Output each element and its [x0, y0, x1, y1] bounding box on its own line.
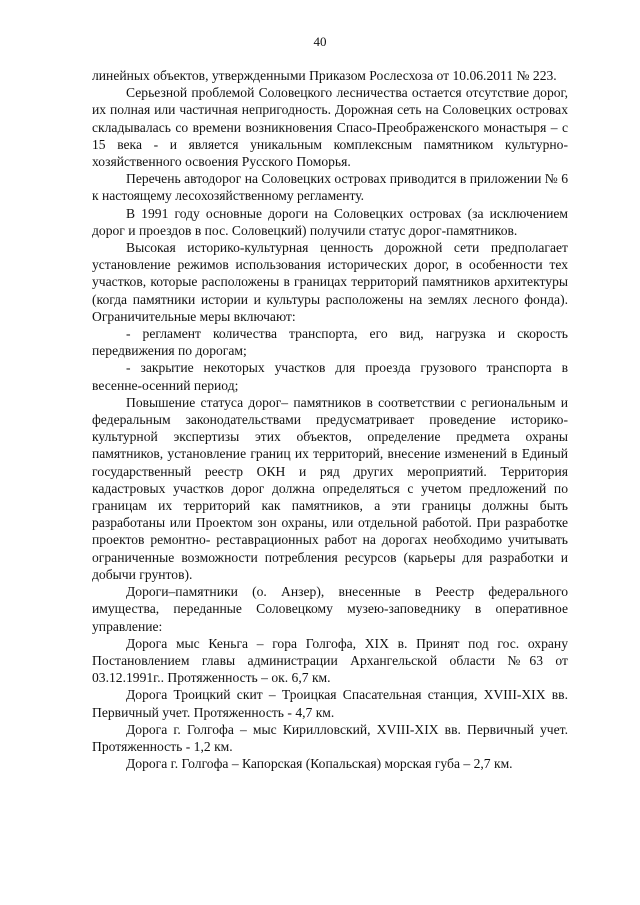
- paragraph-status-upgrade: Повышение статуса дорог– памятников в соответствии с региональным и федеральным законодательствами предусматривает проведение историко-культурной экспертизы этих объектов, определение предмета охраны памятников, установление границ их территорий, внесение изменений в Единый государственный реестр ОКН и ряд других мероприятий. Территория кадастровых участков дорог должна определяться с учетом предложений по границам их территорий как памятников, а эти границы должны быть разработаны или Проектом зон охраны, или отдельной работой. При разработке проектов ремонтно- реставрационных работ на дорогах необходимо учитывать ограниченные возможности потребления ресурсов (карьеры для разработки и добычи грунтов).: [92, 394, 568, 582]
- page-number: 40: [313, 34, 327, 49]
- paragraph-cultural-value: Высокая историко-культурная ценность дорожной сети предполагает установление режимов использования исторических дорог, в особенности тех участков, которые расположены в границах территорий памятников архитектуры (когда памятники истории и культуры расположены на землях лесного фонда). Ограничительные меры включают:: [92, 240, 568, 324]
- paragraph-monument-roads-intro: Дороги–памятники (о. Анзер), внесенные в Реестр федерального имущества, переданные Соловецкому музею-заповеднику в оперативное управление:: [92, 584, 568, 634]
- road-item-golgofa-kirillovsky: Дорога г. Голгофа – мыс Кирилловский, XVIII-XIX вв. Первичный учет. Протяженность - 1,2 км.: [92, 721, 568, 754]
- paragraph-roads-problem: Серьезной проблемой Соловецкого лесничества остается отсутствие дорог, их полная или частичная непригодность. Дорожная сеть на Соловецких островах складывалась со времени возникновения Спасо-Преображенского монастыря – с 15 века - и является уникальным комплексным памятником культурно-хозяйственного освоения Русского Поморья.: [92, 85, 568, 170]
- list-item-seasonal-closure: - закрытие некоторых участков для проезда грузового транспорта в весенне-осенний период;: [92, 360, 568, 393]
- paragraph-1991-status: В 1991 году основные дороги на Соловецких островах (за исключением дорог и проездов в пос. Соловецкий) получили статус дорог-памятников.: [92, 205, 568, 238]
- road-item-troitsky-skit: Дорога Троицкий скит – Троицкая Спасательная станция, XVIII-XIX вв. Первичный учет. Протяженность - 4,7 км.: [92, 687, 568, 720]
- paragraph-continuation: линейных объектов, утвержденными Приказом Рослесхоза от 10.06.2011 № 223.: [92, 68, 557, 83]
- list-item-transport-regulation: - регламент количества транспорта, его вид, нагрузка и скорость передвижения по дорогам;: [92, 326, 568, 359]
- road-item-kenga-golgofa: Дорога мыс Кеньга – гора Голгофа, XIX в. Принят под гос. охрану Постановлением главы администрации Архангельской области №63 от 03.12.1991г.. Протяженность – ок. 6,7 км.: [92, 635, 568, 686]
- road-item-golgofa-kaporskaya: Дорога г. Голгофа – Капорская (Копальская) морская губа – 2,7 км.: [126, 756, 513, 772]
- paragraph-roads-list-reference: Перечень автодорог на Соловецких островах приводится в приложении № 6 к настоящему лесохозяйственному регламенту.: [92, 171, 568, 204]
- document-body: [92, 67, 568, 772]
